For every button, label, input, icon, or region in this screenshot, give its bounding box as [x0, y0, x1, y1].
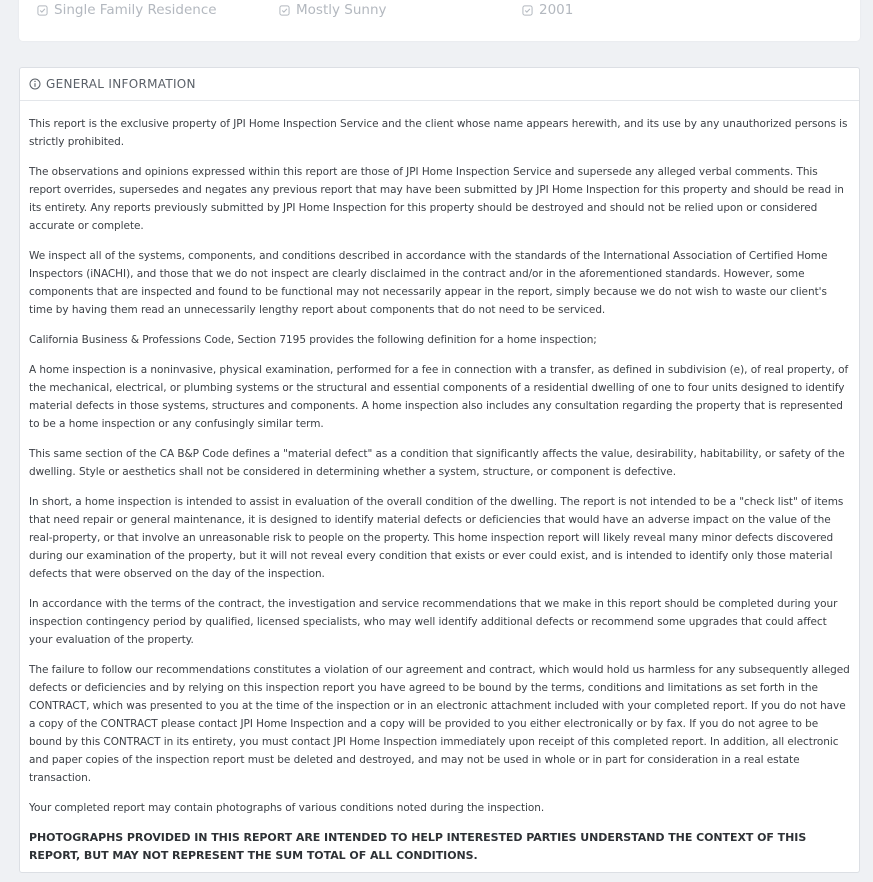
paragraph-photographs: Your completed report may contain photographs of various conditions noted during the inspection. [29, 802, 545, 814]
year-built-item [522, 2, 573, 18]
check-square-icon [522, 5, 533, 16]
general-information-header[interactable] [20, 68, 859, 101]
paragraph-in-short: In short, a home inspection is intended to assist in evaluation of the overall condition of the dwelling. The report is not intended to be a "check list" of items that need repair or general maintenance, it is designed to identify material defects or deficiencies that would have an adverse impact on the value of the real-property, or that involve an unreasonable risk to people on the property. This home inspection report will likely reveal many minor defects discovered during our examination of the property, but it will not reveal every condition that exists or ever could exist, and is intended to identify only those material defects that were observed on the day of the inspection. [29, 496, 844, 580]
general-information-card [19, 67, 860, 873]
property-type-item [37, 2, 217, 18]
paragraph-observations: The observations and opinions expressed within this report are those of JPI Home Inspection Service and supersede any alleged verbal comments. This report overrides, supersedes and negates any previous report that may have been submitted by JPI Home Inspection for this property and should be read in its entirety. Any reports previously submitted by JPI Home Inspection for this property should be destroyed and should not be relied upon or considered accurate or complete. [29, 166, 844, 232]
paragraph-home-inspection-definition: A home inspection is a noninvasive, physical examination, performed for a fee in connection with a transfer, as defined in subdivision (e), of real property, of the mechanical, electrical, or plumbing systems or the structural and essential components of a residential dwelling of one to four units designed to identify material defects in those systems, structures and components. A home inspection also includes any consultation regarding the property that is represented to be a home inspection or any confusingly similar term. [29, 364, 849, 430]
general-information-body [20, 101, 859, 865]
info-circle-icon [29, 78, 41, 90]
paragraph-contract-terms: In accordance with the terms of the contract, the investigation and service recommendations that we make in this report should be completed during your inspection contingency period by qualified, licensed specialists, who may well identify additional defects or recommend some upgrades that could affect your evaluation of the property. [29, 598, 838, 646]
weather-label: Mostly Sunny [296, 2, 387, 18]
paragraph-material-defect: This same section of the CA B&P Code defines a "material defect" as a condition that significantly affects the value, desirability, habitability, or safety of the dwelling. Style or aesthetics shall not be considered in determining whether a system, structure, or component is defective. [29, 448, 845, 478]
paragraph-ca-code-intro: California Business & Professions Code, Section 7195 provides the following definition for a home inspection; [29, 334, 597, 346]
general-information-title: GENERAL INFORMATION [46, 77, 196, 91]
year-built-label: 2001 [539, 2, 574, 18]
paragraph-failure-to-follow: The failure to follow our recommendations constitutes a violation of our agreement and contract, which would hold us harmless for any subsequently alleged defects or deficiencies and by relying on this inspection report you have agreed to be bound by the terms, conditions and limitations as set forth in the CONTRACT, which was presented to you at the time of the inspection or in an electronic attachment included with your completed report. If you do not have a copy of the CONTRACT please contact JPI Home Inspection and a copy will be provided to you either electronically or by fax. If you do not agree to be bound by this CONTRACT in its entirety, you must contact JPI Home Inspection immediately upon receipt of this completed report. In addition, all electronic and paper copies of the inspection report must be deleted and destroyed, and may not be used in whole or in part for consideration in a real estate transaction. [29, 664, 850, 784]
paragraph-exclusive-property: This report is the exclusive property of JPI Home Inspection Service and the client whose name appears herewith, and its use by any unauthorized persons is strictly prohibited. [29, 118, 848, 148]
paragraph-photographs-disclaimer: PHOTOGRAPHS PROVIDED IN THIS REPORT ARE INTENDED TO HELP INTERESTED PARTIES UNDERSTAND THE CONTEXT OF THIS REPORT, BUT MAY NOT REPRESENT THE SUM TOTAL OF ALL CONDITIONS. [29, 831, 807, 862]
check-square-icon [37, 5, 48, 16]
weather-item [279, 2, 387, 18]
property-summary-card [19, 0, 860, 41]
paragraph-inspection-standards: We inspect all of the systems, components, and conditions described in accordance with the standards of the International Association of Certified Home Inspectors (iNACHI), and those that we do not inspect are clearly disclaimed in the contract and/or in the aforementioned standards. However, some components that are inspected and found to be functional may not necessarily appear in the report, simply because we do not wish to waste our client's time by having them read an unnecessarily lengthy report about components that do not need to be serviced. [29, 250, 828, 316]
property-type-label: Single Family Residence [54, 2, 217, 18]
check-square-icon [279, 5, 290, 16]
